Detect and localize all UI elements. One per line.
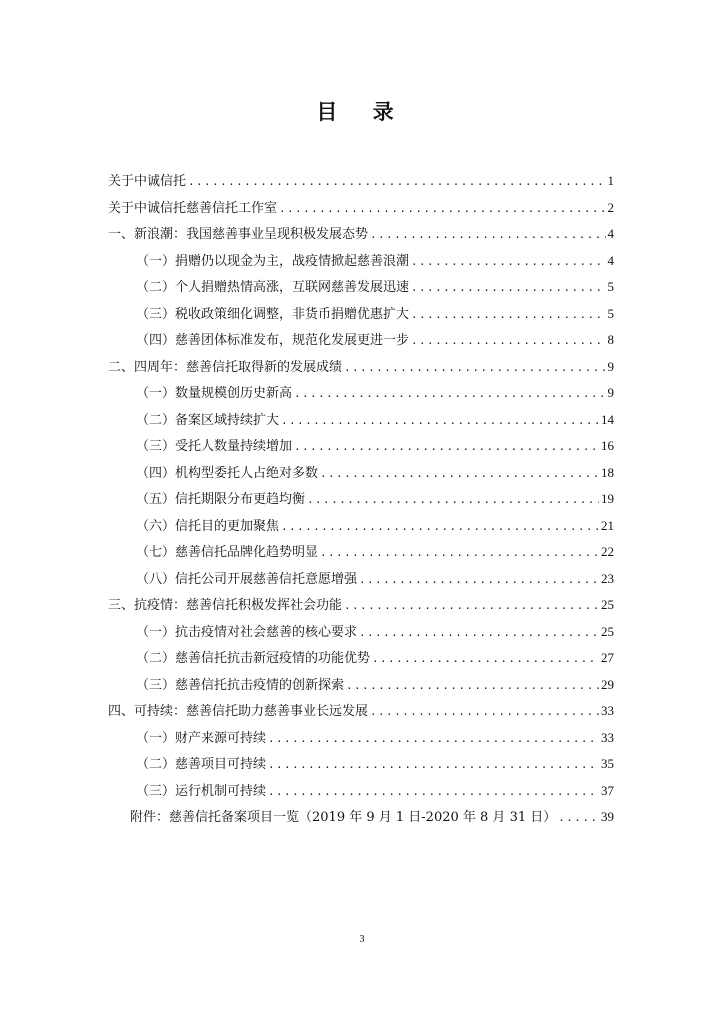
toc-subentry[interactable]	[108, 672, 614, 699]
dot-leader	[268, 779, 599, 806]
toc-entry-title: （七）慈善信托品牌化趋势明显	[136, 545, 319, 560]
dot-leader	[268, 726, 599, 753]
page-number: 3	[359, 934, 365, 945]
toc-entry-page: 21	[601, 517, 614, 533]
toc-entry-page: 16	[601, 438, 614, 453]
dot-leader	[359, 567, 599, 594]
toc-subentry[interactable]	[108, 566, 614, 593]
toc-entry-title: 四、可持续：慈善信托助力慈善事业长远发展	[108, 704, 369, 719]
dot-leader	[346, 673, 599, 700]
toc-entry-title: （二）个人捐赠热情高涨，互联网慈善发展迅速	[136, 280, 410, 295]
toc-entry[interactable]	[108, 698, 614, 725]
toc-entry[interactable]	[108, 592, 614, 619]
toc-entry-page: 18	[601, 464, 614, 480]
dot-leader	[281, 408, 599, 435]
toc-entry-title: （一）财产来源可持续	[136, 730, 267, 746]
dot-leader	[411, 275, 605, 302]
toc-subentry[interactable]	[108, 460, 614, 487]
toc-subentry[interactable]	[108, 539, 614, 566]
toc-entry-page: 5	[607, 305, 614, 321]
dot-leader	[370, 699, 599, 726]
toc-entry-page: 23	[601, 570, 614, 586]
toc-entry-page: 9	[607, 358, 614, 374]
dot-leader	[558, 805, 599, 832]
toc-entry-title: 附件：慈善信托备案项目一览（2019 年 9 月 1 日-2020 年 8 月 31 日）	[130, 810, 557, 825]
toc-entry-page: 27	[601, 650, 614, 665]
toc-entry-title: （一）数量规模创历史新高	[136, 386, 293, 401]
toc-subentry[interactable]	[108, 380, 614, 407]
toc-subentry[interactable]	[108, 725, 614, 752]
dot-leader	[281, 514, 599, 541]
toc-entry-title: （二）慈善信托抗击新冠疫情的功能优势	[136, 651, 371, 666]
toc-entry-title: （四）机构型委托人占绝对多数	[136, 465, 319, 481]
toc-entry-page: 1	[607, 173, 614, 188]
dot-leader	[359, 620, 599, 647]
toc-subentry[interactable]	[108, 751, 614, 778]
toc-subentry[interactable]	[108, 248, 614, 275]
toc-entry-page: 35	[601, 756, 614, 771]
toc-entry-title: （三）运行机制可持续	[136, 783, 267, 799]
toc-entry-page: 33	[601, 703, 614, 718]
toc-entry-title: （五）信托期限分布更趋均衡	[136, 492, 306, 507]
toc-subentry[interactable]	[108, 433, 614, 460]
toc-entry-page: 25	[601, 623, 614, 639]
toc-entry-page: 37	[601, 782, 614, 798]
toc-entry-page: 39	[601, 809, 614, 824]
toc-entry-page: 2	[607, 199, 614, 215]
dot-leader	[370, 222, 605, 249]
table-of-contents	[108, 168, 614, 831]
toc-entry-title: （三）受托人数量持续增加	[136, 439, 293, 454]
toc-entry-title: （一）捐赠仍以现金为主，战疫情掀起慈善浪潮	[136, 253, 410, 269]
toc-entry-title: （二）备案区域持续扩大	[136, 412, 280, 428]
toc-entry[interactable]	[108, 354, 614, 381]
toc-entry-page: 5	[607, 279, 614, 294]
dot-leader	[188, 169, 605, 196]
page-title: 目 录	[316, 100, 408, 124]
dot-leader	[268, 752, 599, 779]
toc-entry-title: 一、新浪潮：我国慈善事业呈现积极发展态势	[108, 227, 369, 242]
toc-entry-title: （三）税收政策细化调整，非货币捐赠优惠扩大	[136, 306, 410, 322]
toc-entry-page: 8	[607, 332, 614, 347]
dot-leader	[294, 434, 599, 461]
toc-entry[interactable]	[108, 221, 614, 248]
toc-entry-page: 9	[607, 385, 614, 400]
dot-leader	[344, 593, 599, 620]
toc-entry-title: （二）慈善项目可持续	[136, 757, 267, 772]
dot-leader	[279, 196, 605, 223]
toc-subentry[interactable]	[108, 301, 614, 328]
dot-leader	[411, 328, 605, 355]
toc-entry-page: 19	[601, 491, 614, 506]
toc-subentry[interactable]	[108, 407, 614, 434]
toc-entry-title: 关于中诚信托	[108, 174, 187, 189]
toc-entry-page: 14	[601, 411, 614, 427]
toc-entry-page: 29	[601, 676, 614, 692]
toc-subentry[interactable]	[108, 513, 614, 540]
toc-entry-title: （四）慈善团体标准发布，规范化发展更进一步	[136, 333, 410, 348]
dot-leader	[320, 461, 599, 488]
toc-entry-title: 三、抗疫情：慈善信托积极发挥社会功能	[108, 598, 343, 613]
dot-leader	[320, 540, 599, 567]
toc-entry-page: 25	[601, 597, 614, 612]
toc-subentry[interactable]	[108, 619, 614, 646]
toc-entry-page: 4	[607, 226, 614, 241]
toc-subentry[interactable]	[108, 327, 614, 354]
toc-entry-page: 4	[607, 252, 614, 268]
toc-entry-title: （六）信托目的更加聚焦	[136, 518, 280, 534]
dot-leader	[344, 355, 605, 382]
toc-subentry[interactable]	[108, 486, 614, 513]
toc-subentry[interactable]	[108, 645, 614, 672]
toc-entry[interactable]	[108, 168, 614, 195]
toc-entry-title: 关于中诚信托慈善信托工作室	[108, 200, 278, 216]
toc-subentry[interactable]	[108, 274, 614, 301]
toc-entry-title: （一）抗击疫情对社会慈善的核心要求	[136, 624, 358, 640]
toc-entry[interactable]	[108, 195, 614, 222]
dot-leader	[294, 381, 605, 408]
toc-entry-title: （三）慈善信托抗击疫情的创新探索	[136, 677, 345, 693]
toc-entry-page: 33	[601, 729, 614, 745]
dot-leader	[307, 487, 599, 514]
dot-leader	[411, 249, 605, 276]
toc-entry-title: （八）信托公司开展慈善信托意愿增强	[136, 571, 358, 587]
toc-entry-page: 22	[601, 544, 614, 559]
dot-leader	[411, 302, 605, 329]
dot-leader	[372, 646, 599, 673]
toc-appendix-entry[interactable]	[108, 804, 614, 831]
toc-entry-title: 二、四周年：慈善信托取得新的发展成绩	[108, 359, 343, 375]
toc-subentry[interactable]	[108, 778, 614, 805]
